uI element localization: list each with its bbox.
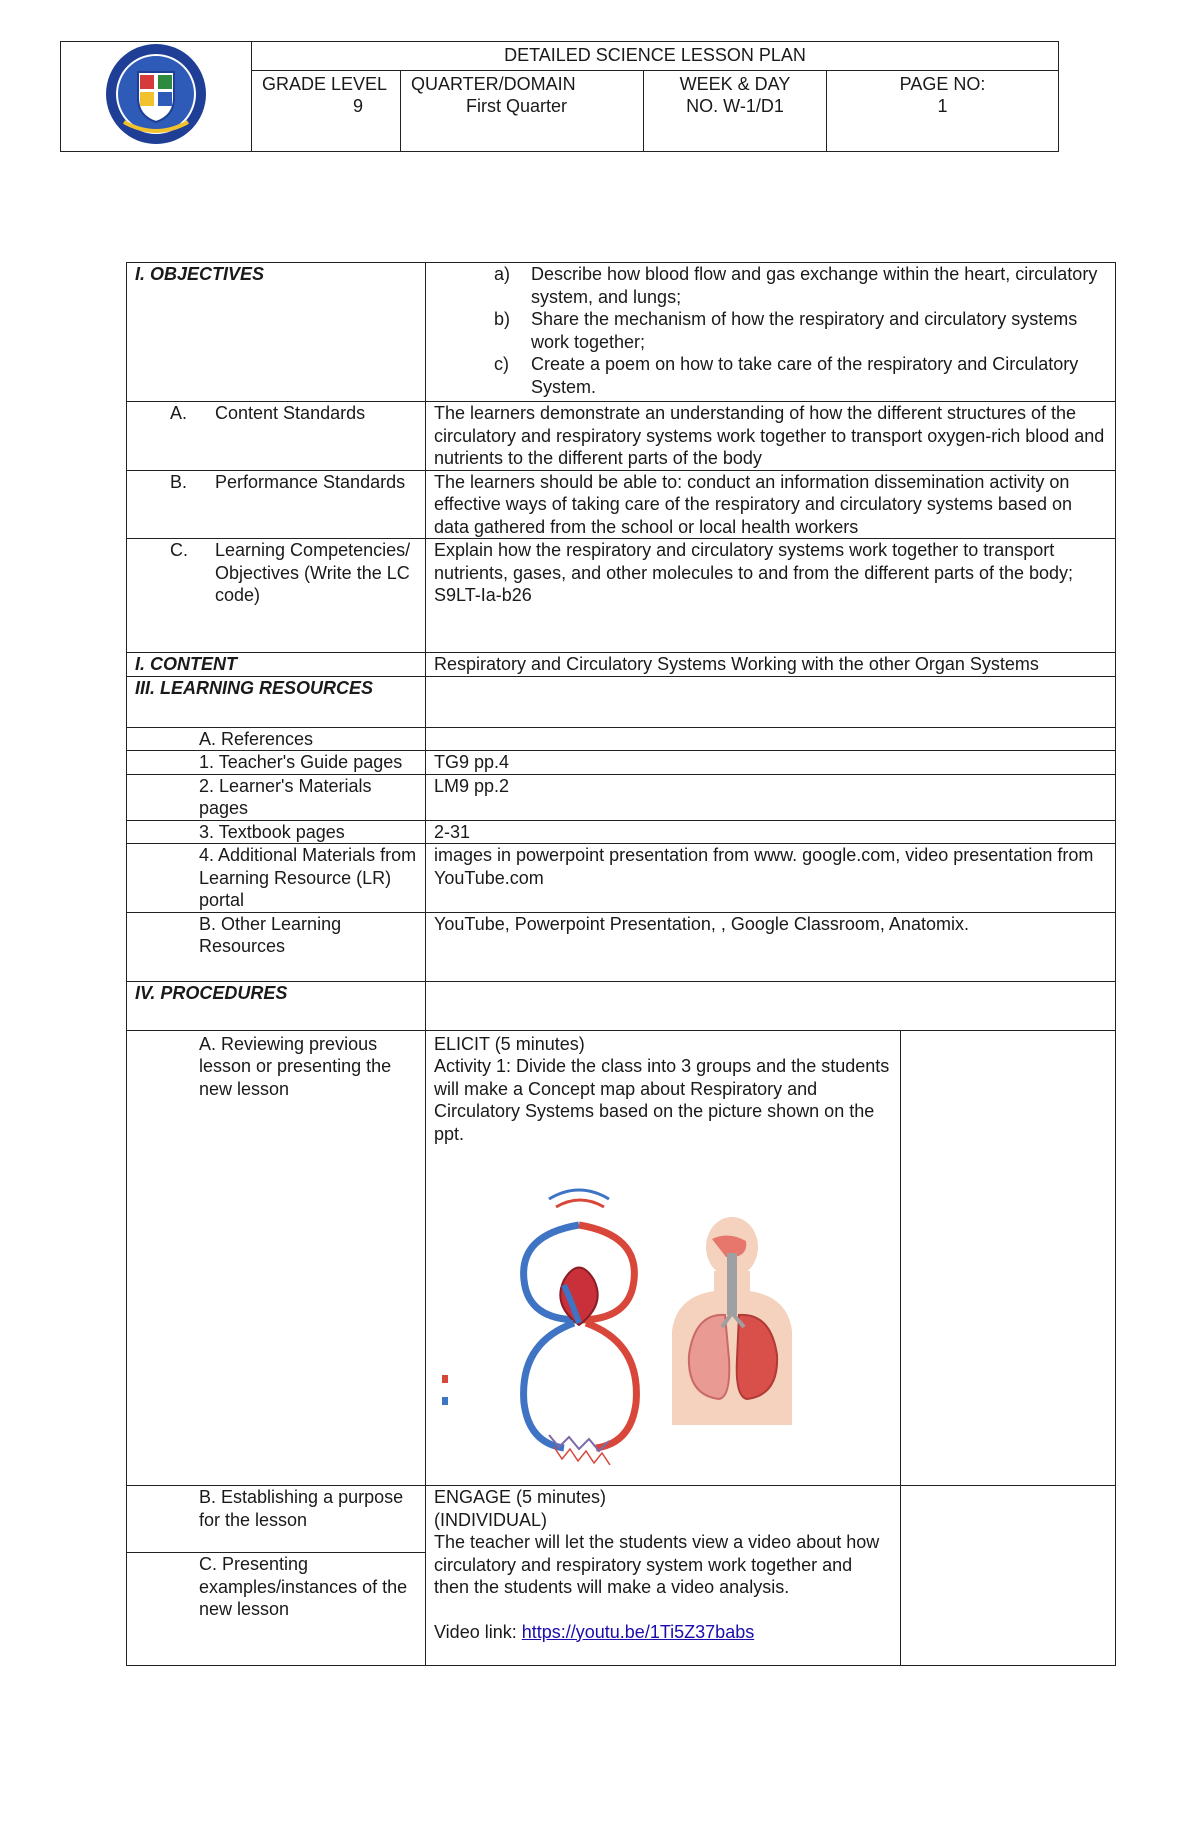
learning-resources-empty [426, 676, 1116, 727]
content-heading: I. CONTENT [127, 653, 426, 677]
page-number-cell [827, 71, 1059, 152]
video-link-line [434, 1621, 892, 1644]
school-seal-cell [61, 42, 252, 152]
objective-item: b) Share the mechanism of how the respiratory and circulatory systems work together; [494, 309, 1078, 352]
objectives-heading: I. OBJECTIVES [127, 263, 426, 402]
content-standards-value: The learners demonstrate an understanding of how the different structures of the circulatory and respiratory systems work together to transport oxygen-rich blood and nutrients to the different parts of the body [426, 402, 1116, 471]
learners-materials-row [127, 774, 1116, 820]
references-row [127, 727, 1116, 751]
learning-competencies-row [127, 539, 1116, 653]
engage-instructions: The teacher will let the students view a video about how circulatory and respiratory system work together and then the students will make a video analysis. [434, 1532, 880, 1597]
performance-standards-row [127, 470, 1116, 539]
week-day-value: NO. W-1/D1 [686, 96, 784, 117]
textbook-label: 3. Textbook pages [127, 820, 426, 844]
legend-blue-marker [442, 1397, 448, 1405]
learning-competencies-label: Learning Competencies/ Objectives (Write the LC code) [215, 540, 411, 605]
lesson-plan-table [126, 262, 1116, 1666]
additional-materials-value: images in powerpoint presentation from www. google.com, video presentation from YouTube.com [426, 844, 1116, 913]
objectives-list [434, 263, 1107, 398]
procedures-empty [426, 981, 1116, 1030]
quarter-label: QUARTER/DOMAIN [411, 74, 576, 95]
circulatory-system-illustration [494, 1185, 664, 1465]
performance-standards-value: The learners should be able to: conduct an information dissemination activity on effective ways of taking care of the respiratory and circulatory systems based on data gathered from the school or local health workers [426, 470, 1116, 539]
teachers-guide-row [127, 751, 1116, 775]
page-number-value: 1 [937, 96, 948, 117]
quarter-cell [401, 71, 644, 152]
performance-standards-label-cell: B. Performance Standards [127, 470, 426, 539]
video-link[interactable]: https://youtu.be/1Ti5Z37babs [521, 1621, 755, 1642]
elicit-phase: ELICIT (5 minutes) [434, 1033, 585, 1054]
references-label: A. References [127, 727, 426, 751]
reviewing-lesson-row [127, 1030, 1116, 1486]
respiratory-system-illustration [670, 1215, 800, 1425]
additional-materials-row [127, 844, 1116, 913]
establishing-purpose-label: B. Establishing a purpose for the lesson [127, 1486, 426, 1553]
week-day-cell [644, 71, 827, 152]
content-row [127, 653, 1116, 677]
content-standards-label: Content Standards [215, 403, 366, 423]
reviewing-lesson-label: A. Reviewing previous lesson or presenting the new lesson [127, 1030, 426, 1486]
additional-materials-label: 4. Additional Materials from Learning Resource (LR) portal [127, 844, 426, 913]
legend-red-marker [442, 1375, 448, 1383]
textbook-row [127, 820, 1116, 844]
content-value: Respiratory and Circulatory Systems Working with the other Organ Systems [426, 653, 1116, 677]
references-empty [426, 727, 1116, 751]
other-resources-row [127, 912, 1116, 981]
other-resources-label: B. Other Learning Resources [127, 912, 426, 981]
engage-mode: (INDIVIDUAL) [434, 1509, 548, 1530]
learning-resources-heading: III. LEARNING RESOURCES [127, 676, 426, 727]
content-standards-label-cell: A. Content Standards [127, 402, 426, 471]
lesson-plan-title: DETAILED SCIENCE LESSON PLAN [252, 42, 1059, 71]
engage-cell [426, 1486, 901, 1666]
grade-level-label: GRADE LEVEL [262, 74, 388, 95]
other-resources-value: YouTube, Powerpoint Presentation, , Google Classroom, Anatomix. [426, 912, 1116, 981]
engage-phase: ENGAGE (5 minutes) [434, 1487, 607, 1507]
elicit-notes-cell [901, 1030, 1116, 1486]
objectives-row [127, 263, 1116, 402]
learning-competencies-label-cell: C. Learning Competencies/ Objectives (Write the LC code) [127, 539, 426, 653]
video-link-label: Video link: [434, 1621, 522, 1642]
learners-materials-label: 2. Learner's Materials pages [127, 774, 426, 820]
objective-item: c) Create a poem on how to take care of the respiratory and Circulatory System. [494, 354, 1079, 397]
systems-diagram [434, 1145, 892, 1485]
school-seal-logo [104, 42, 208, 146]
learning-resources-row [127, 676, 1116, 727]
procedures-heading: IV. PROCEDURES [127, 981, 426, 1030]
quarter-value: First Quarter [466, 96, 568, 117]
grade-level-value: 9 [352, 96, 363, 117]
content-standards-row [127, 402, 1116, 471]
header-table [60, 41, 1059, 152]
engage-notes-cell [901, 1486, 1116, 1666]
page-number-label: PAGE NO: [899, 74, 986, 95]
objectives-list-cell [426, 263, 1116, 402]
teachers-guide-label: 1. Teacher's Guide pages [127, 751, 426, 775]
learners-materials-value: LM9 pp.2 [426, 774, 1116, 820]
textbook-value: 2-31 [426, 820, 1116, 844]
week-day-label: WEEK & DAY [679, 74, 791, 95]
procedures-row [127, 981, 1116, 1030]
elicit-activity: Activity 1: Divide the class into 3 groups and the students will make a Concept map about Respiratory and Circulatory Systems based on the picture shown on the ppt. [434, 1056, 890, 1144]
grade-level-cell [252, 71, 401, 152]
presenting-examples-label: C. Presenting examples/instances of the new lesson [127, 1553, 426, 1666]
objective-item: a) Describe how blood flow and gas exchange within the heart, circulatory system, and lungs; [494, 264, 1098, 307]
elicit-cell [426, 1030, 901, 1486]
establishing-purpose-row [127, 1486, 1116, 1553]
performance-standards-label: Performance Standards [215, 471, 406, 492]
learning-competencies-value: Explain how the respiratory and circulatory systems work together to transport nutrients, gases, and other molecules to and from the different parts of the body; S9LT-Ia-b26 [426, 539, 1116, 653]
teachers-guide-value: TG9 pp.4 [426, 751, 1116, 775]
